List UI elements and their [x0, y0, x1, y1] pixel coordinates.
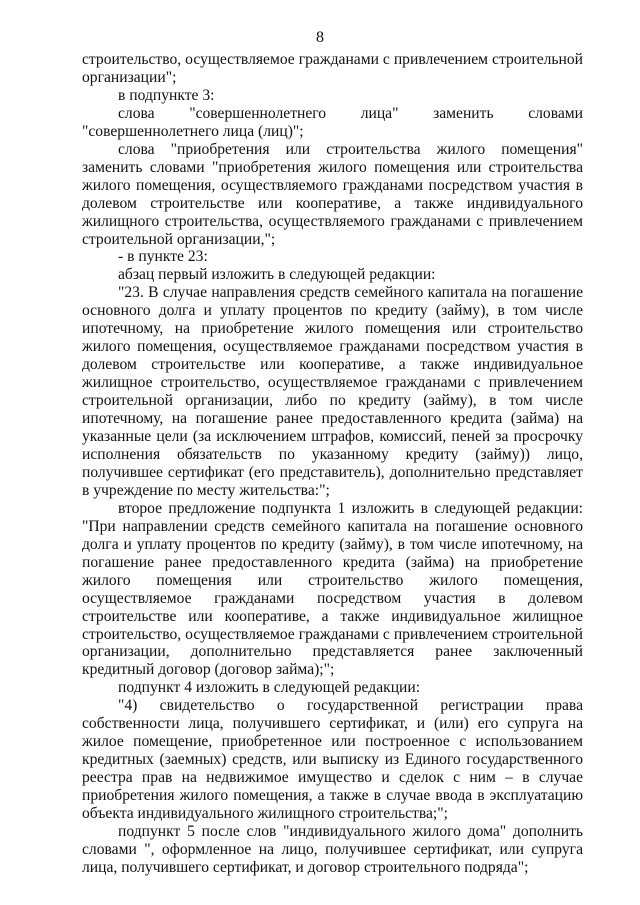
paragraph-subpoint-5-edit: подпункт 5 после слов "индивидуального жилого дома" дополнить словами ", оформленное на лицо, получившее сертификат, или супруга лица, получившего сертификат, и договор строительного подряда";: [82, 822, 583, 876]
paragraph-first-paragraph-instruction: абзац первый изложить в следующей редакции:: [118, 266, 436, 284]
paragraph-subpoint-1-edit: второе предложение подпункта 1 изложить в следующей редакции: "При направлении средств семейного капитала на погашение основного долга и уплату процентов по кредиту (займу), в том числе ипотечному, на погашение ранее предоставленного кредита (займа) на приобретение жилого помещения или строительство жилого помещения, осуществляемое гражданами посредством участия в долевом строительстве или кооперативе, а также индивидуальное жилищное строительство, осуществляемое гражданами с привлечением строительной организации, дополнительно представляется ранее заключенный кредитный договор (договор займа);";: [82, 499, 583, 679]
paragraph-point-23-heading: - в пункте 23:: [118, 248, 208, 266]
paragraph-subpoint-4-text: "4) свидетельство о государственной регистрации права собственности лица, получившего сертификат, и (или) его супруга на жилое помещение, приобретенное или построенное с использованием кредитных (заемных) средств, или выписку из Единого государственного реестра прав на недвижимое имущество и сделок с ним – в случае приобретения жилого помещения, а также в случае ввода в эксплуатацию объекта индивидуального жилищного строительства;";: [82, 697, 583, 823]
document-body: [82, 51, 583, 877]
paragraph-replace-acquisition: слова "приобретения или строительства жилого помещения" заменить словами "приобретения жилого помещения или строительства жилого помещения, осуществляемого гражданами посредством участия в долевом строительстве или кооперативе, а также индивидуального жилищного строительства, осуществляемого гражданами с привлечением строительной организации,";: [82, 140, 583, 248]
paragraph-subpoint-3-heading: в подпункте 3:: [118, 86, 215, 104]
paragraph-point-23-text: "23. В случае направления средств семейного капитала на погашение основного долга и уплату процентов по кредиту (займу), в том числе ипотечному, на приобретение жилого помещения или строительство жилого помещения, осуществляемое гражданами посредством участия в долевом строительстве или кооперативе, а также индивидуальное жилищное строительство, осуществляемое гражданами с привлечением строительной организации, либо по кредиту (займу), в том числе ипотечному, на погашение ранее предоставленного кредита (займа) на указанные цели (за исключением штрафов, комиссий, пеней за просрочку исполнения обязательств по указанному кредиту (займу)) лицо, получившее сертификат (его представитель), дополнительно представляет в учреждение по месту жительства:";: [82, 284, 583, 499]
paragraph-continuation: строительство, осуществляемое гражданами с привлечением строительной организации";: [82, 51, 583, 86]
page-number: 8: [316, 29, 324, 46]
paragraph-replace-adult-person: слова "совершеннолетнего лица" заменить словами "совершеннолетнего лица (лиц)";: [82, 104, 583, 140]
paragraph-subpoint-4-heading: подпункт 4 изложить в следующей редакции:: [118, 679, 421, 697]
